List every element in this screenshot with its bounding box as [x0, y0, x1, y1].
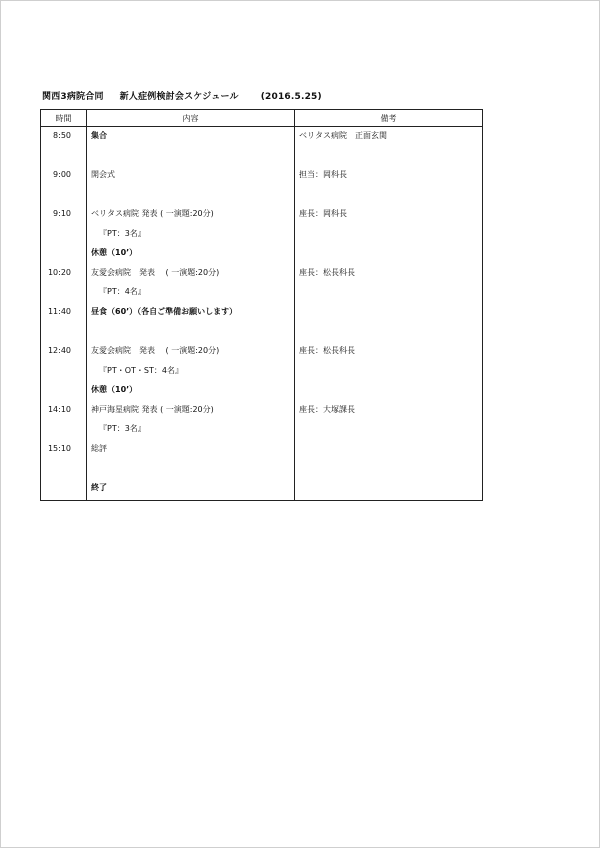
title-main: 新人症例検討会スケジュール [119, 92, 239, 102]
table-row [41, 228, 482, 240]
title-hospitals: 関西3病院合同 [42, 92, 104, 102]
row-content: 休憩（10’） [91, 385, 138, 394]
row-content: 『PT・OT・ST：4名』 [99, 366, 183, 375]
title-date: (2016.5.25) [260, 92, 322, 102]
row-content: 友愛会病院 発表 ( 一演題:20分) [91, 346, 220, 355]
table-row [41, 443, 482, 455]
table-row [41, 267, 482, 279]
document-title [42, 89, 322, 102]
row-content: 『PT：3名』 [99, 229, 146, 238]
row-notes: ベリタス病院 正面玄関 [299, 131, 387, 140]
table-row [41, 169, 482, 181]
row-content: 開会式 [91, 170, 115, 179]
row-time: 14:10 [47, 405, 71, 414]
row-time: 15:10 [47, 444, 71, 453]
row-time: 9:00 [53, 170, 71, 179]
row-content: 休憩（10’） [91, 248, 138, 257]
row-content: 総評 [91, 444, 107, 453]
row-time: 11:40 [47, 307, 71, 316]
row-notes: 座長：岡科長 [299, 209, 347, 218]
row-time: 10:20 [47, 268, 71, 277]
table-row [41, 208, 482, 220]
table-row [41, 482, 482, 494]
row-content: 終了 [91, 483, 107, 492]
row-content: 『PT：4名』 [99, 287, 146, 296]
table-row [41, 247, 482, 259]
table-row [41, 345, 482, 357]
row-time: 8:50 [53, 131, 71, 140]
row-content: ベリタス病院 発表 ( 一演題:20分) [91, 209, 214, 218]
row-time: 12:40 [47, 346, 71, 355]
header-time: 時間 [55, 114, 72, 123]
row-notes: 座長：松長科長 [299, 346, 355, 355]
table-row [41, 404, 482, 416]
row-notes: 座長：大塚課長 [299, 405, 355, 414]
row-content: 神戸海星病院 発表 ( 一演題:20分) [91, 405, 214, 414]
header-divider [41, 126, 482, 127]
table-row [41, 423, 482, 435]
row-time: 9:10 [53, 209, 71, 218]
row-content: 昼食（60’）（各自ご準備お願いします） [91, 307, 238, 316]
table-row [41, 286, 482, 298]
row-content: 友愛会病院 発表 ( 一演題:20分) [91, 268, 220, 277]
table-row [41, 130, 482, 142]
table-row [41, 365, 482, 377]
table-row [41, 384, 482, 396]
row-notes: 担当：岡科長 [299, 170, 347, 179]
table-row [41, 306, 482, 318]
row-content: 『PT：3名』 [99, 424, 146, 433]
row-content: 集合 [91, 131, 107, 140]
row-notes: 座長：松長科長 [299, 268, 355, 277]
schedule-table [40, 109, 483, 501]
header-content: 内容 [182, 114, 199, 123]
header-notes: 備考 [380, 114, 397, 123]
